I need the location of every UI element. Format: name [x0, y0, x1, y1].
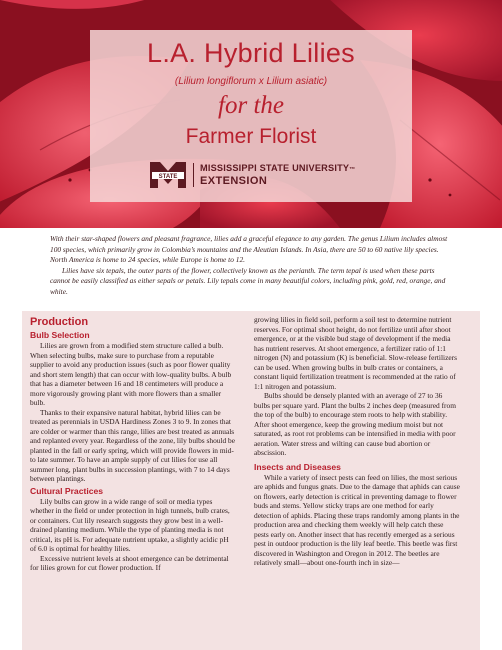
bulb-selection-heading: Bulb Selection — [30, 330, 90, 340]
insects-diseases-heading: Insects and Diseases — [254, 461, 341, 472]
cultural-practices-heading: Cultural Practices — [30, 485, 104, 496]
insects-paragraph: While a variety of insect pests can feed on lilies, the most serious are aphids and fungus gnats. Due to the damage that aphids can cause on flowers, early detection is critical in preventing damage to flower buds and stems. Yellow sticky traps are one method for early detection of aphids. Placing these traps randomly among plants in the production area and checking them weekly will help catch these pests early on. Another insect that has recently emerged as a serious pest in outdoor production is the lily leaf beetle. This beetle was first discovered in Washington and Oregon in 2012. The beetles are relatively small—about one-fourth inch in size— — [254, 472, 460, 567]
page-title: L.A. Hybrid Lilies — [147, 38, 355, 68]
body-content — [22, 311, 480, 650]
left-column — [30, 311, 236, 573]
planting-paragraph: Bulbs should be densely planted with an average of 27 to 36 bulbs per square yard. Plant the bulbs 2 inches deep (measured from the top of the bulb) to encourage stem roots to help with stability. After shoot emergence, keep the growing medium moist but not saturated, as root rot problems can be intensified in media with poor aeration. Water stress and wilting can cause bud abortion or abscission. — [254, 391, 456, 457]
fertilizer-paragraph: growing lilies in field soil, perform a soil test to determine nutrient reserves. For optimal shoot height, do not fertilize until after shoot emergence, or at the visible bud stage of development if the media has nutrient reserves. At shoot emergence, a fertilizer ratio of 1:1 nitrogen (N) and potassium (K) is beneficial. Slow-release fertilizers can be used. When growing bulbs in bulb crates or containers, a constant liquid fertilization treatment is recommended at the ratio of 1:1 nitrogen and potassium. — [254, 315, 457, 391]
intro-section — [0, 228, 502, 310]
logo-university: MISSISSIPPI STATE UNIVERSITY™ — [200, 163, 356, 173]
title-panel — [90, 30, 412, 202]
scientific-name: (Lilium longiflorum x Lilium asiatic) — [174, 76, 328, 87]
bulb-paragraph-2: Thanks to their expansive natural habitat, hybrid lilies can be treated as perennials in USDA Hardiness Zones 3 to 9. In zones that are colder or warmer than this range, lilies are best treated as annuals and replanted every year. Regardless of the zone, lily bulbs should be planted in the fall or early spring, which will provide flowers in mid- to late summer. To have an ample supply of cut lilies for use all summer long, plant bulbs in succession plantings, with 7 to 14 days between plantings. — [30, 407, 236, 483]
bulb-paragraph-1: Lilies are grown from a modified stem structure called a bulb. When selecting bulbs, make sure to purchase from a reputable supplier to avoid any production issues (such as poor flower quality and short stem length) that can occur with low-quality bulbs. A bulb that has a diameter between 16 and 18 centimeters will produce a more vigorously growing plant with more flowers than a smaller bulb. — [30, 341, 232, 407]
msu-extension-logo — [148, 160, 358, 190]
msu-m-logo-icon — [148, 160, 188, 190]
intro-paragraph-1: With their star-shaped flowers and pleasant fragrance, lilies add a graceful elegance to any garden. The genus Lilium includes almost 100 species, which primarily grow in Colombia’s mountains and the Aleutian Islands. In Asia, there are 50 to 60 native lily species. North America is home to 24 species, while Europe is home to 12. — [50, 234, 448, 265]
trademark: ™ — [349, 167, 356, 173]
for-the-text: for the — [218, 92, 284, 119]
production-heading: Production — [30, 316, 89, 328]
intro-paragraph-2: Lilies have six tepals, the outer parts of the flower, collectively known as the perianth. The term tepal is used when these parts cannot be easily classified as either sepals or petals. Lily tepals come in many beautiful colors, including pink, gold, red, orange, and white. — [50, 265, 446, 296]
logo-divider — [193, 163, 194, 187]
logo-mark-text: STATE — [158, 174, 178, 180]
logo-extension: EXTENSION — [200, 175, 268, 187]
cultural-paragraph-2: Excessive nutrient levels at shoot emergence can be detrimental for lilies grown for cut flower production. If — [30, 553, 229, 572]
audience-title: Farmer Florist — [185, 125, 317, 148]
hero-image — [0, 0, 502, 228]
cultural-paragraph-1: Lily bulbs can grow in a wide range of soil or media types whether in the field or under protection in high tunnels, bulb crates, or containers. Cut lily research suggests they grow best in a well-drained planting medium. While the type of planting media is not critical, its pH is. For adequate nutrient uptake, a slightly acidic pH of 6.0 is optimal for healthy lilies. — [30, 496, 230, 553]
right-column — [254, 311, 460, 568]
